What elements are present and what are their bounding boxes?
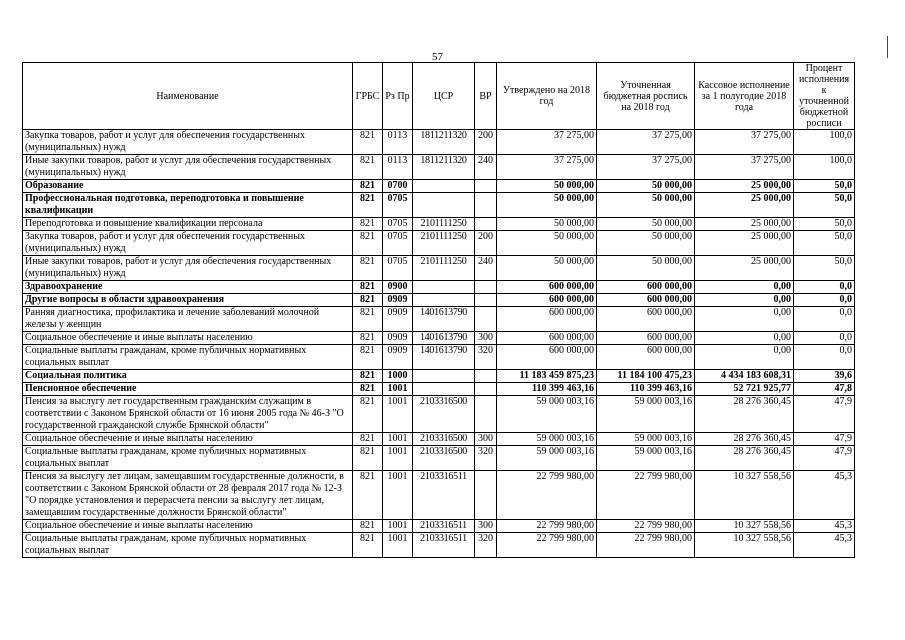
cell-vr: 320 [475,345,497,370]
cell-rzpr: 1001 [383,446,413,471]
cell-rzpr: 0900 [383,281,413,294]
cell-grbs: 821 [353,332,383,345]
cell-rzpr: 0909 [383,294,413,307]
cell-grbs: 821 [353,471,383,520]
cell-csr: 2103316500 [413,446,475,471]
cell-grbs: 821 [353,281,383,294]
header-refined: Уточненная бюджетная роспись на 2018 год [597,63,695,130]
table-row [23,307,855,332]
cell-rzpr: 0909 [383,345,413,370]
cell-refined: 37 275,00 [597,155,695,180]
table-row [23,218,855,231]
cell-cash: 0,00 [695,332,794,345]
cell-rzpr: 1001 [383,383,413,396]
table-row [23,281,855,294]
cell-cash: 25 000,00 [695,256,794,281]
cell-approved: 600 000,00 [497,332,597,345]
cell-csr [413,370,475,383]
cell-csr: 2101111250 [413,256,475,281]
cell-approved: 22 799 980,00 [497,520,597,533]
cell-name: Иные закупки товаров, работ и услуг для обеспечения государственных (муниципальных) нужд [23,155,353,180]
table-row [23,533,855,558]
cell-rzpr: 1001 [383,533,413,558]
cell-cash: 37 275,00 [695,130,794,155]
cell-refined: 50 000,00 [597,218,695,231]
cell-csr [413,281,475,294]
cell-refined: 600 000,00 [597,307,695,332]
table-row [23,471,855,520]
cell-grbs: 821 [353,533,383,558]
cell-approved: 11 183 459 875,23 [497,370,597,383]
cell-name: Пенсия за выслугу лет лицам, замещавшим государственные должности, в соответствии с Законом Брянской области от 28 февраля 2017 года № 12-З "О порядке установления и перерасчета пенсии за выслугу лет лицам, замещавшим государственные должности Брянской области" [23,471,353,520]
cell-percent: 47,9 [794,446,855,471]
cell-vr [475,307,497,332]
table-row [23,130,855,155]
header-vr: ВР [475,63,497,130]
cell-percent: 0,0 [794,307,855,332]
cell-vr [475,281,497,294]
scan-edge-mark [887,36,888,58]
cell-percent: 39,6 [794,370,855,383]
cell-name: Социальное обеспечение и иные выплаты населению [23,520,353,533]
cell-name: Переподготовка и повышение квалификации персонала [23,218,353,231]
cell-cash: 10 327 558,56 [695,533,794,558]
page-number: 57 [432,51,443,63]
cell-rzpr: 1000 [383,370,413,383]
cell-vr: 240 [475,155,497,180]
cell-csr: 2103316511 [413,533,475,558]
cell-refined: 110 399 463,16 [597,383,695,396]
cell-vr [475,193,497,218]
table-row [23,383,855,396]
cell-grbs: 821 [353,307,383,332]
cell-grbs: 821 [353,370,383,383]
cell-rzpr: 0909 [383,307,413,332]
cell-grbs: 821 [353,155,383,180]
cell-vr: 300 [475,332,497,345]
cell-cash: 0,00 [695,281,794,294]
cell-cash: 25 000,00 [695,231,794,256]
cell-percent: 50,0 [794,193,855,218]
cell-rzpr: 1001 [383,396,413,433]
table-header-row [23,63,855,130]
cell-grbs: 821 [353,396,383,433]
cell-name: Закупка товаров, работ и услуг для обеспечения государственных (муниципальных) нужд [23,231,353,256]
cell-approved: 59 000 003,16 [497,446,597,471]
cell-csr: 1811211320 [413,130,475,155]
cell-approved: 600 000,00 [497,281,597,294]
cell-percent: 45,3 [794,533,855,558]
table-row [23,396,855,433]
cell-rzpr: 0705 [383,218,413,231]
cell-name: Образование [23,180,353,193]
cell-refined: 50 000,00 [597,256,695,281]
cell-percent: 45,3 [794,471,855,520]
cell-name: Социальные выплаты гражданам, кроме публичных нормативных социальных выплат [23,533,353,558]
cell-grbs: 821 [353,433,383,446]
cell-rzpr: 1001 [383,471,413,520]
cell-rzpr: 0705 [383,256,413,281]
cell-grbs: 821 [353,446,383,471]
cell-grbs: 821 [353,383,383,396]
cell-grbs: 821 [353,130,383,155]
cell-refined: 600 000,00 [597,345,695,370]
table-row [23,433,855,446]
cell-percent: 50,0 [794,180,855,193]
cell-name: Социальное обеспечение и иные выплаты населению [23,332,353,345]
cell-name: Социальные выплаты гражданам, кроме публичных нормативных социальных выплат [23,446,353,471]
cell-vr [475,294,497,307]
cell-vr: 200 [475,130,497,155]
cell-csr: 2103316511 [413,520,475,533]
cell-name: Профессиональная подготовка, переподготовка и повышение квалификации [23,193,353,218]
cell-vr: 320 [475,446,497,471]
cell-approved: 37 275,00 [497,155,597,180]
cell-grbs: 821 [353,180,383,193]
cell-refined: 37 275,00 [597,130,695,155]
cell-rzpr: 0705 [383,193,413,218]
cell-percent: 47,9 [794,433,855,446]
cell-vr [475,180,497,193]
cell-csr: 2103316500 [413,433,475,446]
cell-cash: 37 275,00 [695,155,794,180]
table-row [23,294,855,307]
cell-vr [475,218,497,231]
cell-csr: 1401613790 [413,345,475,370]
cell-percent: 45,3 [794,520,855,533]
cell-vr [475,370,497,383]
cell-grbs: 821 [353,193,383,218]
cell-vr: 300 [475,520,497,533]
cell-cash: 0,00 [695,294,794,307]
cell-rzpr: 1001 [383,520,413,533]
cell-cash: 25 000,00 [695,218,794,231]
cell-cash: 4 434 183 608,31 [695,370,794,383]
header-percent: Процент исполнения к уточненной бюджетной росписи [794,63,855,130]
cell-cash: 0,00 [695,307,794,332]
cell-csr: 2103316500 [413,396,475,433]
table-row [23,256,855,281]
cell-name: Иные закупки товаров, работ и услуг для обеспечения государственных (муниципальных) нужд [23,256,353,281]
cell-refined: 600 000,00 [597,281,695,294]
cell-refined: 59 000 003,16 [597,446,695,471]
cell-name: Ранняя диагностика, профилактика и лечение заболеваний молочной железы у женщин [23,307,353,332]
cell-approved: 600 000,00 [497,294,597,307]
cell-refined: 22 799 980,00 [597,520,695,533]
cell-name: Пенсия за выслугу лет государственным гражданским служащим в соответствии с Законом Брянской области от 16 июня 2005 года № 46-З "О государственной гражданской службе Брянской области" [23,396,353,433]
cell-approved: 600 000,00 [497,307,597,332]
cell-cash: 0,00 [695,345,794,370]
cell-vr [475,396,497,433]
cell-percent: 100,0 [794,130,855,155]
cell-refined: 600 000,00 [597,332,695,345]
cell-grbs: 821 [353,294,383,307]
cell-name: Пенсионное обеспечение [23,383,353,396]
cell-approved: 50 000,00 [497,193,597,218]
table-row [23,155,855,180]
table-row [23,231,855,256]
cell-refined: 22 799 980,00 [597,533,695,558]
cell-rzpr: 0113 [383,130,413,155]
table-row [23,446,855,471]
cell-refined: 59 000 003,16 [597,396,695,433]
cell-rzpr: 0909 [383,332,413,345]
cell-refined: 22 799 980,00 [597,471,695,520]
cell-csr [413,294,475,307]
header-csr: ЦСР [413,63,475,130]
cell-grbs: 821 [353,256,383,281]
cell-refined: 600 000,00 [597,294,695,307]
cell-refined: 59 000 003,16 [597,433,695,446]
cell-approved: 22 799 980,00 [497,471,597,520]
cell-approved: 110 399 463,16 [497,383,597,396]
header-rzpr: Рз Пр [383,63,413,130]
cell-percent: 50,0 [794,256,855,281]
table-row [23,332,855,345]
cell-csr: 1401613790 [413,307,475,332]
table-row [23,370,855,383]
table-row [23,193,855,218]
cell-refined: 50 000,00 [597,193,695,218]
cell-percent: 47,9 [794,396,855,433]
cell-cash: 10 327 558,56 [695,471,794,520]
cell-approved: 59 000 003,16 [497,433,597,446]
cell-cash: 52 721 925,77 [695,383,794,396]
cell-approved: 50 000,00 [497,218,597,231]
cell-percent: 47,8 [794,383,855,396]
cell-name: Социальные выплаты гражданам, кроме публичных нормативных социальных выплат [23,345,353,370]
cell-name: Социальное обеспечение и иные выплаты населению [23,433,353,446]
cell-grbs: 821 [353,345,383,370]
cell-approved: 37 275,00 [497,130,597,155]
cell-csr: 2103316511 [413,471,475,520]
cell-percent: 0,0 [794,281,855,294]
cell-csr: 1401613790 [413,332,475,345]
header-approved: Утверждено на 2018 год [497,63,597,130]
budget-execution-table [22,62,855,558]
cell-cash: 25 000,00 [695,193,794,218]
cell-approved: 59 000 003,16 [497,396,597,433]
cell-vr: 200 [475,231,497,256]
cell-refined: 50 000,00 [597,180,695,193]
table-row [23,345,855,370]
cell-name: Социальная политика [23,370,353,383]
cell-grbs: 821 [353,231,383,256]
cell-percent: 100,0 [794,155,855,180]
cell-percent: 50,0 [794,218,855,231]
cell-cash: 28 276 360,45 [695,396,794,433]
cell-cash: 28 276 360,45 [695,433,794,446]
cell-csr: 2101111250 [413,218,475,231]
cell-name: Закупка товаров, работ и услуг для обеспечения государственных (муниципальных) нужд [23,130,353,155]
cell-cash: 10 327 558,56 [695,520,794,533]
cell-vr: 320 [475,533,497,558]
cell-name: Здравоохранение [23,281,353,294]
header-cash: Кассовое исполнение за 1 полугодие 2018 года [695,63,794,130]
cell-csr: 2101111250 [413,231,475,256]
cell-grbs: 821 [353,218,383,231]
cell-rzpr: 0113 [383,155,413,180]
cell-approved: 22 799 980,00 [497,533,597,558]
cell-rzpr: 0705 [383,231,413,256]
cell-name: Другие вопросы в области здравоохранения [23,294,353,307]
cell-approved: 50 000,00 [497,231,597,256]
cell-csr [413,180,475,193]
cell-percent: 0,0 [794,345,855,370]
cell-vr: 240 [475,256,497,281]
table-row [23,180,855,193]
cell-percent: 50,0 [794,231,855,256]
cell-csr: 1811211320 [413,155,475,180]
cell-approved: 50 000,00 [497,256,597,281]
cell-percent: 0,0 [794,332,855,345]
header-name: Наименование [23,63,353,130]
cell-vr [475,383,497,396]
table-row [23,520,855,533]
cell-percent: 0,0 [794,294,855,307]
cell-csr [413,193,475,218]
cell-vr [475,471,497,520]
cell-refined: 11 184 100 475,23 [597,370,695,383]
cell-rzpr: 1001 [383,433,413,446]
cell-approved: 50 000,00 [497,180,597,193]
cell-vr: 300 [475,433,497,446]
cell-cash: 28 276 360,45 [695,446,794,471]
cell-grbs: 821 [353,520,383,533]
cell-cash: 25 000,00 [695,180,794,193]
cell-rzpr: 0700 [383,180,413,193]
cell-refined: 50 000,00 [597,231,695,256]
cell-approved: 600 000,00 [497,345,597,370]
cell-csr [413,383,475,396]
header-grbs: ГРБС [353,63,383,130]
